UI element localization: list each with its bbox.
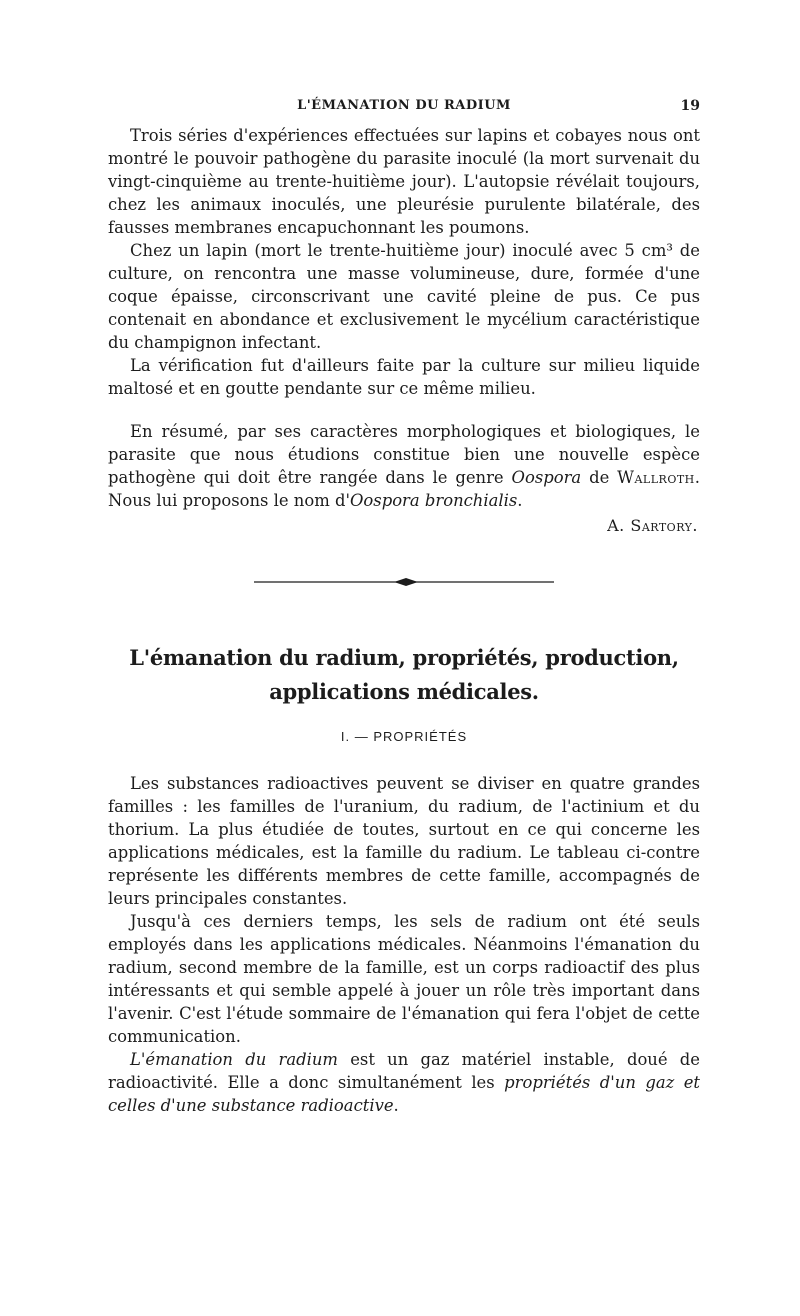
paragraph-families: Les substances radioactives peuvent se diviser en quatre grandes familles : les familles de l'uranium, du radium, de l'actinium et du thorium. La plus étudiée de toutes, surtout en ce qui concerne les applications médicales, est la famille du radium. Le tableau ci-contre représente les différents membres de cette famille, accompagnés de leurs principales constantes. xyxy=(108,774,700,908)
paragraph-rabbit: Chez un lapin (mort le trente-huitième jour) inoculé avec 5 cm³ de culture, on rencontra une masse volumineuse, dure, formée d'une coque épaisse, circonscrivant une cavité pleine de pus. Ce pus contenait en abondance et exclusivement le mycélium caractéristique du champignon infectant. xyxy=(108,241,700,352)
authority-name: Wallroth xyxy=(617,468,695,487)
author-name: A. Sartory. xyxy=(607,516,698,535)
paragraph-summary xyxy=(108,420,700,512)
paragraph-verification: La vérification fut d'ailleurs faite par la culture sur milieu liquide maltosé et en goutte pendante sur ce même milieu. xyxy=(108,356,700,398)
definition-text-2: . xyxy=(393,1096,399,1115)
author-signature xyxy=(108,514,700,537)
running-header xyxy=(108,98,700,124)
definition-text-1: est un gaz matériel instable, doué de radioactivité. Elle a donc simultanément les xyxy=(108,1050,700,1092)
summary-text-3: . Nous lui proposons le nom d' xyxy=(108,468,700,510)
divider-line-icon xyxy=(254,575,554,589)
paragraph-emanation-interest: Jusqu'à ces derniers temps, les sels de radium ont été seuls employés dans les applications médicales. Néanmoins l'émanation du radium, second membre de la famille, est un corps radioactif des plus intéressants et qui semble appelé à jouer un rôle très important dans l'avenir. C'est l'étude sommaire de l'émanation qui fera l'objet de cette communication. xyxy=(108,912,700,1046)
article-body xyxy=(108,772,700,1117)
article-title-line-2: applications médicales. xyxy=(269,679,539,704)
summary-text-1: En résumé, par ses caractères morphologiques et biologiques, le parasite que nous étudions constitue bien une nouvelle espèce pathogène qui doit être rangée dans le genre xyxy=(108,422,700,487)
paragraph-experiments: Trois séries d'expériences effectuées sur lapins et cobayes nous ont montré le pouvoir pathogène du parasite inoculé (la mort survenait du vingt-cinquième au trente-huitième jour). L'autopsie révélait toujours, chez les animaux inoculés, une pleurésie purulente bilatérale, des fausses membranes encapuchonnant les poumons. xyxy=(108,126,700,237)
page-number: 19 xyxy=(680,98,700,114)
section-divider-ornament xyxy=(254,575,554,589)
document-page xyxy=(108,98,700,1117)
definition-term: L'émanation du radium xyxy=(130,1050,338,1069)
running-title: L'ÉMANATION DU RADIUM xyxy=(297,98,511,113)
summary-text-4: . xyxy=(517,491,523,510)
article-title-line-1: L'émanation du radium, propriétés, production, xyxy=(129,645,679,670)
paragraph-definition xyxy=(108,1048,700,1117)
species-name: Oospora bronchialis xyxy=(349,491,518,510)
previous-article-ending xyxy=(108,124,700,537)
genus-name: Oospora xyxy=(511,468,582,487)
summary-text-2: de xyxy=(581,468,618,487)
definition-properties: propriétés d'un gaz et celles d'une substance radioactive xyxy=(108,1073,700,1115)
section-heading: I. — PROPRIÉTÉS xyxy=(340,729,468,744)
article-title xyxy=(108,641,700,709)
